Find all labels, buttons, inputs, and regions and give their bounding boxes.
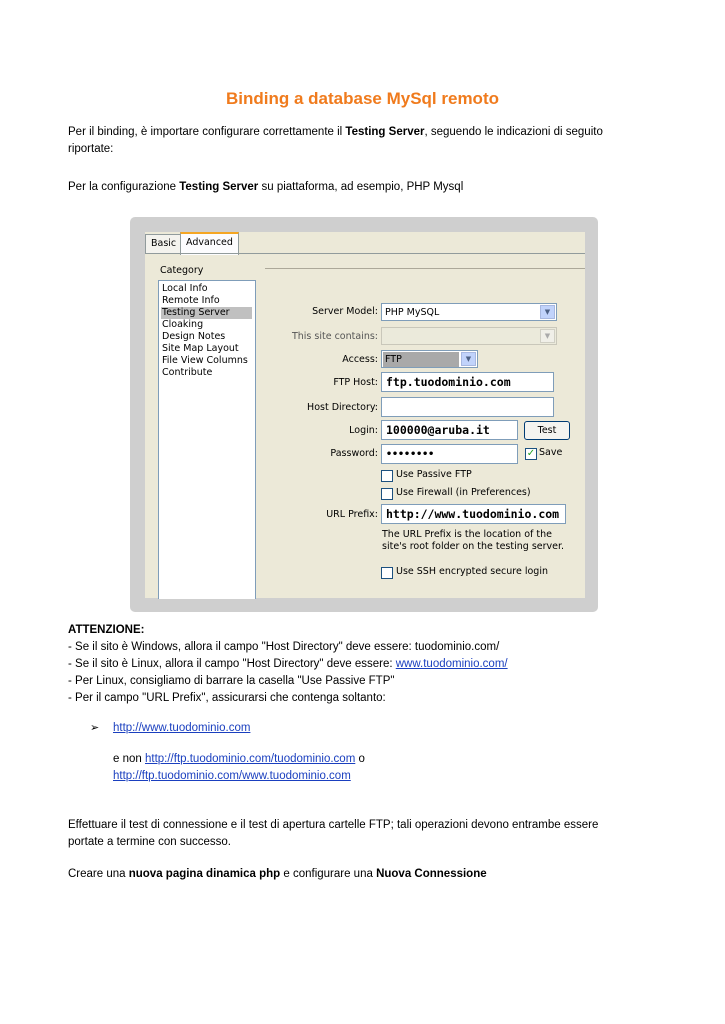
url-prefix-label: URL Prefix: bbox=[326, 509, 378, 520]
chevron-down-icon: ▼ bbox=[461, 352, 476, 366]
intro-text: Per il binding, è importare configurare correttamente il bbox=[68, 126, 346, 138]
tab-divider bbox=[145, 253, 585, 254]
access-select[interactable] bbox=[381, 350, 478, 368]
password-input[interactable] bbox=[381, 444, 518, 464]
attention-line: - Per Linux, consigliamo di barrare la casella "Use Passive FTP" bbox=[68, 675, 395, 687]
page-title: Binding a database MySql remoto bbox=[226, 89, 499, 108]
url-link[interactable]: http://www.tuodominio.com bbox=[113, 722, 251, 734]
test-text: Effettuare il test di connessione e il test di apertura cartelle FTP; tali operazioni devono entrambe essere bbox=[68, 819, 599, 831]
ssh-checkbox[interactable] bbox=[381, 567, 393, 579]
ftp-host-value: ftp.tuodominio.com bbox=[386, 375, 511, 389]
test-text: portate a termine con successo. bbox=[68, 836, 231, 848]
url-prefix-value: http://www.tuodominio.com bbox=[386, 507, 560, 521]
firewall-checkbox[interactable] bbox=[381, 488, 393, 500]
final-bold: Nuova Connessione bbox=[376, 868, 487, 880]
test-button[interactable]: Test bbox=[524, 421, 570, 440]
ftp-link[interactable]: http://ftp.tuodominio.com/www.tuodominio.com bbox=[113, 770, 351, 782]
final-text: e configurare una bbox=[280, 868, 377, 880]
access-label: Access: bbox=[342, 354, 378, 365]
final-bold: nuova pagina dinamica php bbox=[128, 868, 281, 880]
ssh-label: Use SSH encrypted secure login bbox=[396, 566, 548, 577]
host-directory-input[interactable] bbox=[381, 397, 554, 417]
category-list[interactable] bbox=[158, 280, 256, 599]
category-item[interactable]: Contribute bbox=[162, 367, 213, 378]
category-label: Category bbox=[160, 265, 204, 276]
attention-section bbox=[68, 622, 688, 707]
login-label: Login: bbox=[349, 425, 378, 436]
access-value: FTP bbox=[383, 352, 459, 367]
save-label: Save bbox=[539, 447, 563, 458]
password-label: Password: bbox=[330, 448, 378, 459]
category-item[interactable]: File View Columns bbox=[162, 355, 248, 366]
category-item[interactable]: Local Info bbox=[162, 283, 208, 294]
config-text: Per la configurazione bbox=[68, 181, 180, 193]
tab-basic[interactable]: Basic bbox=[145, 234, 182, 253]
category-item[interactable]: Remote Info bbox=[162, 295, 220, 306]
save-checkbox[interactable]: ✓ bbox=[526, 448, 536, 459]
firewall-label: Use Firewall (in Preferences) bbox=[396, 487, 531, 498]
ftp-link[interactable]: http://ftp.tuodominio.com/tuodominio.com bbox=[144, 753, 356, 765]
config-text: su piattaforma, ad esempio, PHP Mysql bbox=[258, 181, 464, 193]
login-input[interactable] bbox=[381, 420, 518, 440]
host-directory-label: Host Directory: bbox=[307, 402, 378, 413]
intro-paragraph bbox=[68, 124, 658, 158]
ftp-host-label: FTP Host: bbox=[333, 377, 378, 388]
chevron-down-icon: ▼ bbox=[540, 305, 555, 319]
attention-line: - Per il campo "URL Prefix", assicurarsi che contenga soltanto: bbox=[68, 692, 386, 704]
url-prefix-input[interactable] bbox=[381, 504, 566, 524]
www-link[interactable]: www.tuodominio.com/ bbox=[395, 658, 508, 670]
chevron-down-icon: ▼ bbox=[540, 329, 555, 343]
final-text: Creare una bbox=[68, 868, 129, 880]
o-text: o bbox=[355, 753, 365, 765]
config-bold: Testing Server bbox=[179, 181, 259, 193]
attention-heading: ATTENZIONE: bbox=[68, 624, 145, 636]
alternative-links bbox=[113, 751, 703, 785]
test-paragraph bbox=[68, 817, 688, 851]
bullet-item bbox=[113, 720, 703, 737]
category-item[interactable]: Cloaking bbox=[162, 319, 204, 330]
intro-text: riportate: bbox=[68, 143, 114, 155]
category-item[interactable]: Design Notes bbox=[162, 331, 226, 342]
site-contains-label: This site contains: bbox=[291, 331, 378, 342]
ftp-host-input[interactable] bbox=[381, 372, 554, 392]
server-model-select[interactable] bbox=[381, 303, 557, 321]
tab-advanced[interactable]: Advanced bbox=[180, 232, 239, 255]
attention-line: - Se il sito è Linux, allora il campo "Host Directory" deve essere: bbox=[68, 658, 396, 670]
site-definition-dialog bbox=[145, 232, 585, 598]
url-prefix-note: The URL Prefix is the location of the site's root folder on the testing server. bbox=[382, 529, 565, 552]
login-value: 100000@aruba.it bbox=[386, 423, 490, 437]
server-model-label: Server Model: bbox=[312, 306, 378, 317]
enon-text: e non bbox=[113, 753, 145, 765]
group-divider bbox=[265, 268, 585, 269]
intro-text: , seguendo le indicazioni di seguito bbox=[424, 126, 603, 138]
intro-bold: Testing Server bbox=[345, 126, 425, 138]
password-value: •••••••• bbox=[386, 449, 435, 460]
site-contains-select[interactable] bbox=[381, 327, 557, 345]
config-paragraph bbox=[68, 179, 658, 196]
passive-ftp-label: Use Passive FTP bbox=[396, 469, 472, 480]
attention-line: - Se il sito è Windows, allora il campo "Host Directory" deve essere: tuodominio.com/ bbox=[68, 641, 500, 653]
final-paragraph bbox=[68, 866, 688, 883]
arrow-bullet-icon: ➢ bbox=[90, 722, 100, 734]
category-item-selected[interactable]: Testing Server bbox=[161, 307, 252, 319]
passive-ftp-checkbox[interactable] bbox=[381, 470, 393, 482]
server-model-value: PHP MySQL bbox=[385, 307, 440, 318]
category-item[interactable]: Site Map Layout bbox=[162, 343, 239, 354]
